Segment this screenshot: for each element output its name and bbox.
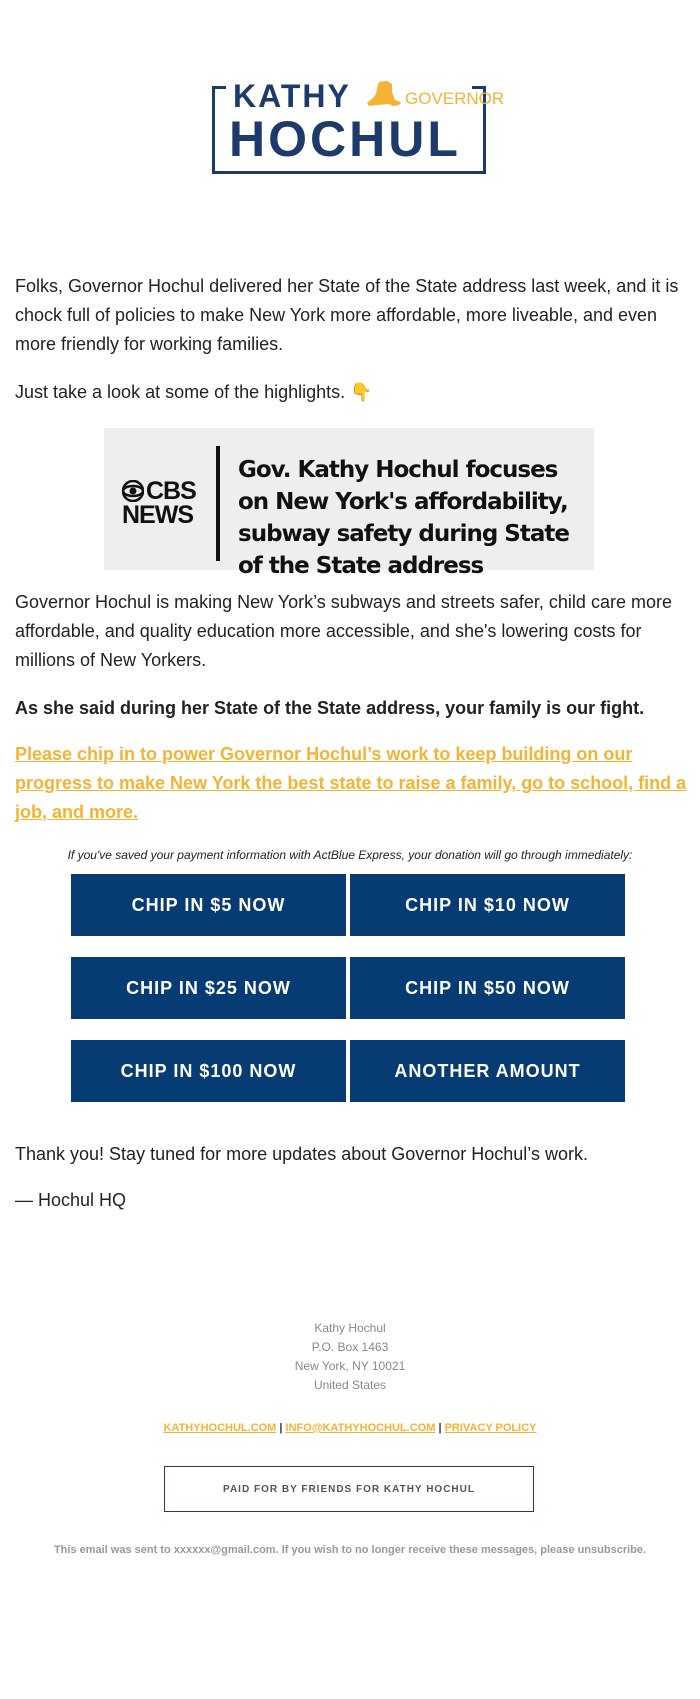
footer-name: Kathy Hochul	[314, 1321, 386, 1335]
paid-for-disclaimer: PAID FOR BY FRIENDS FOR KATHY HOCHUL	[164, 1466, 534, 1512]
privacy-policy-link[interactable]: PRIVACY POLICY	[444, 1422, 537, 1434]
actblue-express-note: If you've saved your payment information with ActBlue Express, your donation will go through immediately:	[67, 848, 633, 862]
another-amount-button[interactable]: ANOTHER AMOUNT	[350, 1040, 625, 1102]
footer-city: New York, NY 10021	[294, 1359, 406, 1373]
highlights-line: Just take a look at some of the highlights. 👇	[15, 382, 373, 402]
chip-in-100-button[interactable]: CHIP IN $100 NOW	[71, 1040, 346, 1102]
news-card	[104, 428, 594, 579]
footer-country: United States	[313, 1378, 387, 1392]
email-link[interactable]: INFO@KATHYHOCHUL.COM	[285, 1422, 436, 1434]
signoff: — Hochul HQ	[15, 1190, 127, 1210]
website-link[interactable]: KATHYHOCHUL.COM	[163, 1422, 277, 1434]
news-outlet-line2: NEWS	[122, 501, 193, 529]
intro-paragraph: Folks, Governor Hochul delivered her State of the State address last week, and it is chock full of policies to make New York more affordable, more liveable, and even more friendly for working families.	[15, 276, 679, 354]
quote-line: As she said during her State of the State address, your family is our fight.	[15, 698, 645, 718]
logo-frame-left	[212, 86, 226, 89]
unsubscribe-notice: This email was sent to xxxxxx@gmail.com. If you wish to no longer receive these messages, please unsubscribe.	[53, 1544, 647, 1556]
chip-in-10-button[interactable]: CHIP IN $10 NOW	[350, 874, 625, 936]
logo-first-name: KATHY	[233, 78, 351, 114]
logo-last-name: HOCHUL	[229, 111, 461, 167]
footer-separator: |	[438, 1422, 442, 1434]
new-york-state-icon	[365, 80, 403, 114]
footer-separator: |	[279, 1422, 283, 1434]
news-outlet-line1: CBS	[146, 477, 196, 505]
chip-in-25-button[interactable]: CHIP IN $25 NOW	[71, 957, 346, 1019]
footer-links	[0, 1420, 700, 1436]
cbs-eye-icon	[122, 480, 144, 502]
chip-in-5-button[interactable]: CHIP IN $5 NOW	[71, 874, 346, 936]
news-headline: Gov. Kathy Hochul focuses on New York's affordability, subway safety during State of the State address	[238, 457, 569, 579]
donate-cta-link[interactable]: Please chip in to power Governor Hochul’s work to keep building on our progress to make New York the best state to raise a family, go to school, find a job, and more.	[15, 744, 687, 822]
campaign-logo	[212, 78, 505, 174]
thanks-line: Thank you! Stay tuned for more updates about Governor Hochul’s work.	[15, 1144, 588, 1164]
details-paragraph: Governor Hochul is making New York’s subways and streets safer, child care more affordable, and quality education more accessible, and she's lowering costs for millions of New Yorkers.	[15, 592, 672, 670]
logo-title: GOVERNOR	[405, 89, 505, 108]
footer-po-box: P.O. Box 1463	[311, 1340, 389, 1354]
chip-in-50-button[interactable]: CHIP IN $50 NOW	[350, 957, 625, 1019]
news-card-divider	[216, 446, 220, 561]
